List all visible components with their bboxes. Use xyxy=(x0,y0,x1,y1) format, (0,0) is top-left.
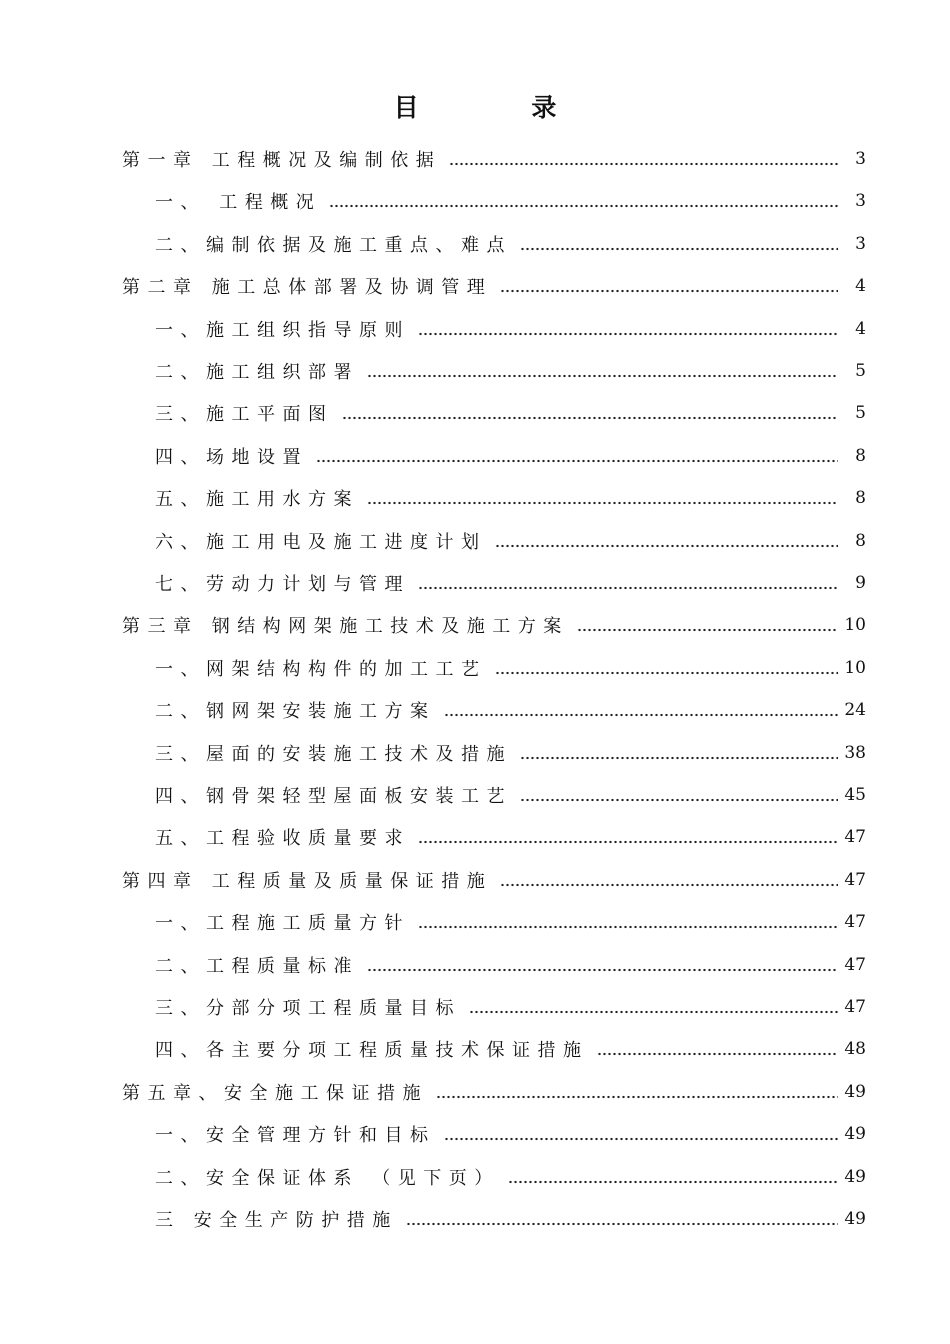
toc-entry-page-number: 47 xyxy=(844,827,866,847)
toc-entry-page-number: 8 xyxy=(855,446,866,466)
dot-leader xyxy=(418,925,838,929)
dot-leader xyxy=(418,586,838,590)
toc-entry[interactable] xyxy=(122,867,866,893)
dot-leader xyxy=(418,332,838,336)
dot-leader xyxy=(316,459,838,463)
toc-entry-label: 三、分部分项工程质量目标 xyxy=(155,998,461,1019)
dot-leader xyxy=(449,162,838,166)
toc-entry-page-number: 47 xyxy=(844,955,866,975)
toc-entry-label: 第三章 钢结构网架施工技术及施工方案 xyxy=(122,616,569,637)
toc-entry[interactable] xyxy=(155,316,866,342)
toc-entry[interactable] xyxy=(155,952,866,978)
dot-leader xyxy=(597,1052,839,1056)
toc-entry[interactable] xyxy=(155,1206,866,1232)
toc-entry-page-number: 47 xyxy=(844,912,866,932)
toc-entry[interactable] xyxy=(122,273,866,299)
dot-leader xyxy=(520,756,838,760)
toc-entry-label: 五、工程验收质量要求 xyxy=(155,828,410,849)
toc-entry[interactable] xyxy=(155,231,866,257)
dot-leader xyxy=(444,1137,839,1141)
toc-entry[interactable] xyxy=(155,994,866,1020)
toc-entry[interactable] xyxy=(155,697,866,723)
toc-entry-page-number: 8 xyxy=(855,488,866,508)
toc-entry-label: 一、网架结构构件的加工工艺 xyxy=(155,659,487,680)
toc-entry[interactable] xyxy=(155,909,866,935)
toc-entry[interactable] xyxy=(155,824,866,850)
toc-entry-label: 四、钢骨架轻型屋面板安装工艺 xyxy=(155,786,512,807)
toc-entry-page-number: 10 xyxy=(844,615,866,635)
toc-entry-page-number: 49 xyxy=(844,1167,866,1187)
toc-entry-label: 一、施工组织指导原则 xyxy=(155,320,410,341)
toc-entry-page-number: 3 xyxy=(855,149,866,169)
toc-entry-label: 第一章 工程概况及编制依据 xyxy=(122,150,442,171)
toc-entry-page-number: 49 xyxy=(844,1209,866,1229)
page-title: 目 录 xyxy=(393,93,609,122)
toc-entry-page-number: 4 xyxy=(855,319,866,339)
dot-leader xyxy=(436,1095,838,1099)
toc-entry-page-number: 5 xyxy=(855,403,866,423)
toc-entry-label: 二、编制依据及施工重点、难点 xyxy=(155,235,512,256)
toc-entry-page-number: 48 xyxy=(844,1039,866,1059)
toc-entry-label: 二、安全保证体系 （见下页） xyxy=(155,1168,500,1189)
dot-leader xyxy=(367,374,838,378)
dot-leader xyxy=(469,1010,838,1014)
dot-leader xyxy=(444,713,839,717)
dot-leader xyxy=(508,1180,838,1184)
dot-leader xyxy=(418,840,838,844)
toc-entry-label: 七、劳动力计划与管理 xyxy=(155,574,410,595)
toc-entry-label: 一、 工程概况 xyxy=(155,192,322,213)
toc-entry[interactable] xyxy=(155,570,866,596)
toc-entry-page-number: 49 xyxy=(844,1124,866,1144)
dot-leader xyxy=(367,968,838,972)
toc-entry[interactable] xyxy=(155,740,866,766)
toc-entry-label: 五、施工用水方案 xyxy=(155,489,359,510)
toc-entry-label: 第五章、安全施工保证措施 xyxy=(122,1083,428,1104)
toc-entry-page-number: 8 xyxy=(855,531,866,551)
toc-entry-page-number: 5 xyxy=(855,361,866,381)
toc-entry-page-number: 4 xyxy=(855,276,866,296)
dot-leader xyxy=(500,289,838,293)
toc-entry-label: 三、施工平面图 xyxy=(155,404,334,425)
dot-leader xyxy=(367,501,838,505)
toc-entry-label: 四、场地设置 xyxy=(155,447,308,468)
toc-entry[interactable] xyxy=(155,782,866,808)
toc-entry-page-number: 24 xyxy=(844,700,866,720)
toc-entry-label: 第二章 施工总体部署及协调管理 xyxy=(122,277,493,298)
toc-entry-label: 二、施工组织部署 xyxy=(155,362,359,383)
toc-entry[interactable] xyxy=(155,1164,866,1190)
dot-leader xyxy=(406,1222,838,1226)
toc-entry[interactable] xyxy=(155,655,866,681)
toc-entry-page-number: 3 xyxy=(855,234,866,254)
dot-leader xyxy=(577,628,838,632)
toc-entry-label: 二、钢网架安装施工方案 xyxy=(155,701,436,722)
toc-entry[interactable] xyxy=(122,1079,866,1105)
toc-entry[interactable] xyxy=(155,400,866,426)
toc-entry-page-number: 47 xyxy=(844,997,866,1017)
toc-entry[interactable] xyxy=(155,188,866,214)
dot-leader xyxy=(329,204,838,208)
dot-leader xyxy=(500,883,838,887)
toc-entry-page-number: 3 xyxy=(855,191,866,211)
toc-entry[interactable] xyxy=(122,146,866,172)
toc-entry[interactable] xyxy=(122,612,866,638)
toc-entry-label: 第四章 工程质量及质量保证措施 xyxy=(122,871,493,892)
dot-leader xyxy=(495,544,839,548)
toc-entry-label: 四、各主要分项工程质量技术保证措施 xyxy=(155,1040,589,1061)
dot-leader xyxy=(520,798,838,802)
dot-leader xyxy=(520,247,838,251)
toc-entry-page-number: 10 xyxy=(844,658,866,678)
toc-entry[interactable] xyxy=(155,1036,866,1062)
toc-entry[interactable] xyxy=(155,1121,866,1147)
toc-entry[interactable] xyxy=(155,443,866,469)
toc-entry[interactable] xyxy=(155,528,866,554)
toc-entry-page-number: 9 xyxy=(855,573,866,593)
toc-entry-page-number: 38 xyxy=(844,743,866,763)
toc-entry-page-number: 45 xyxy=(844,785,866,805)
toc-entry-label: 一、工程施工质量方针 xyxy=(155,913,410,934)
toc-entry-label: 三 安全生产防护措施 xyxy=(155,1210,398,1231)
toc-entry-label: 二、工程质量标准 xyxy=(155,956,359,977)
dot-leader xyxy=(495,671,839,675)
toc-entry-page-number: 49 xyxy=(844,1082,866,1102)
toc-entry-page-number: 47 xyxy=(844,870,866,890)
toc-entry-label: 六、施工用电及施工进度计划 xyxy=(155,532,487,553)
toc-entry[interactable] xyxy=(155,485,866,511)
dot-leader xyxy=(342,416,839,420)
toc-entry[interactable] xyxy=(155,358,866,384)
toc-entry-label: 一、安全管理方针和目标 xyxy=(155,1125,436,1146)
toc-entry-label: 三、屋面的安装施工技术及措施 xyxy=(155,744,512,765)
